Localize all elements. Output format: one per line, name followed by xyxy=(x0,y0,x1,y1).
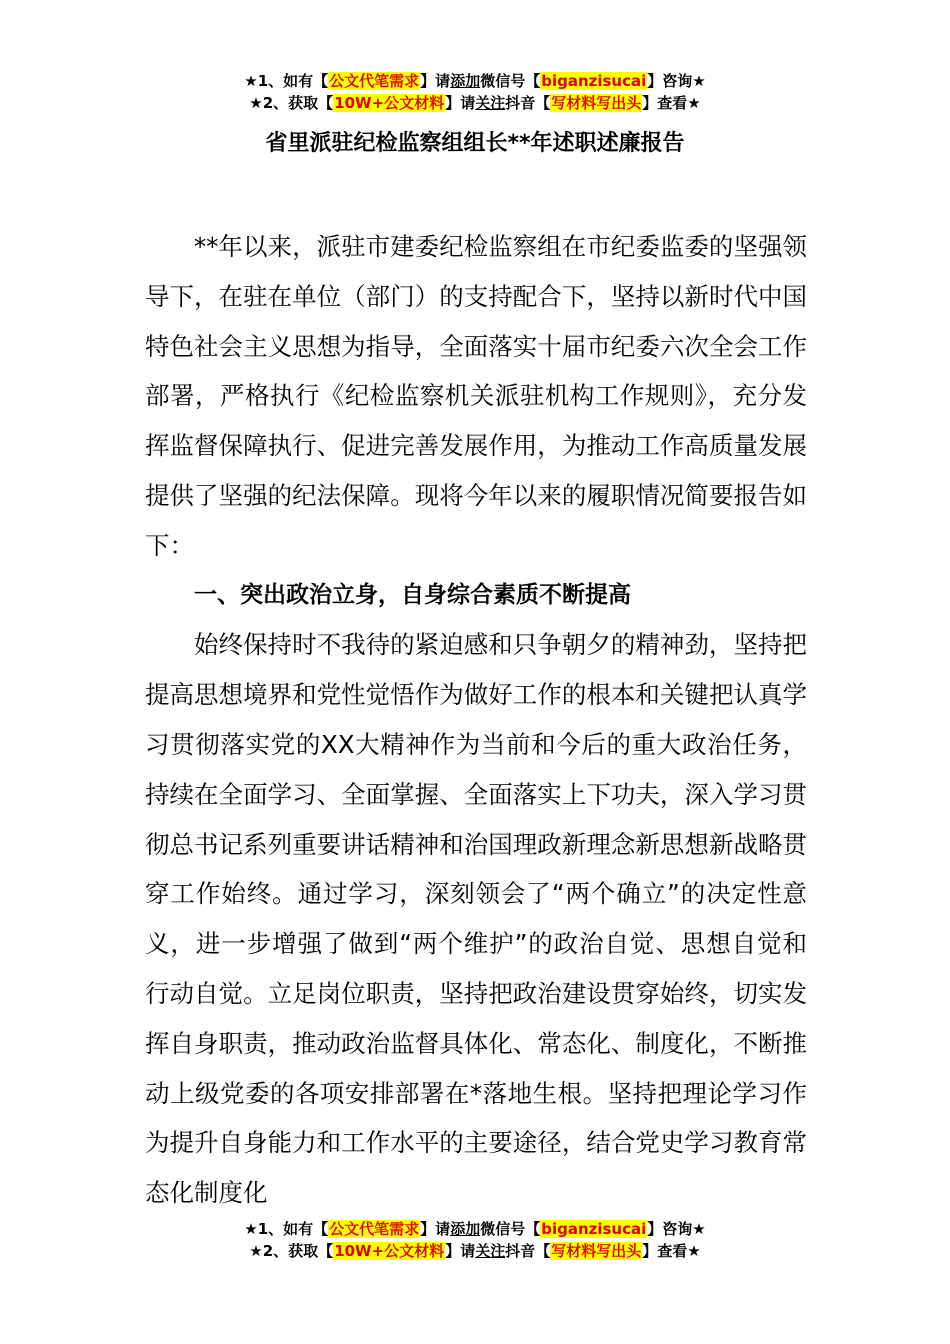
banner-line-2: ★2、获取【10W+公文材料】请关注抖音【写材料写出头】查看★ xyxy=(249,1242,701,1260)
paragraph-section-1: 始终保持时不我待的紧迫感和只争朝夕的精神劲，坚持把提高思想境界和党性觉悟作为做好工作的根本和关键把认真学习贯彻落实党的XX大精神作为当前和今后的重大政治任务，持续在全面学习、全面掌握、全面落实上下功夫，深入学习贯彻总书记系列重要讲话精神和治国理政新理念新思想新战略贯穿工作始终。通过学习，深刻领会了“两个确立”的决定性意义，进一步增强了做到“两个维护”的政治自觉、思想自觉和行动自觉。立足岗位职责，坚持把政治建设贯穿始终，切实发挥自身职责，推动政治监督具体化、常态化、制度化，不断推动上级党委的各项安排部署在*落地生根。坚持把理论学习作为提升自身能力和工作水平的主要途径，结合党史学习教育常态化制度化 xyxy=(145,630,807,1208)
section-heading-1: 一、突出政治立身，自身综合素质不断提高 xyxy=(194,581,631,608)
banner-line-2: ★2、获取【10W+公文材料】请关注抖音【写材料写出头】查看★ xyxy=(249,94,701,112)
highlight-douyin-account: 写材料写出头 xyxy=(551,1242,642,1260)
highlight-service: 公文代笔需求 xyxy=(329,72,420,90)
highlight-materials: 10W+公文材料 xyxy=(334,1242,445,1260)
highlight-service: 公文代笔需求 xyxy=(329,1220,420,1238)
highlight-materials: 10W+公文材料 xyxy=(334,94,445,112)
highlight-douyin-account: 写材料写出头 xyxy=(551,94,642,112)
highlight-wechat-id: biganzisucai xyxy=(541,72,647,90)
document-title: 省里派驻纪检监察组组长**年述职述廉报告 xyxy=(265,131,685,156)
document-body xyxy=(145,222,807,1218)
paragraph-intro: **年以来，派驻市建委纪检监察组在市纪委监委的坚强领导下，在驻在单位（部门）的支持配合下，坚持以新时代中国特色社会主义思想为指导，全面落实十届市纪委六次全会工作部署，严格执行《纪检监察机关派驻机构工作规则》，充分发挥监督保障执行、促进完善发展作用，为推动工作高质量发展提供了坚强的纪法保障。现将今年以来的履职情况简要报告如下： xyxy=(145,232,807,560)
highlight-wechat-id: biganzisucai xyxy=(541,1220,647,1238)
footer-banner xyxy=(0,1218,950,1262)
banner-line-1: ★1、如有【公文代笔需求】请添加微信号【biganzisucai】咨询★ xyxy=(244,72,706,90)
banner-line-1: ★1、如有【公文代笔需求】请添加微信号【biganzisucai】咨询★ xyxy=(244,1220,706,1238)
header-banner xyxy=(0,70,950,114)
